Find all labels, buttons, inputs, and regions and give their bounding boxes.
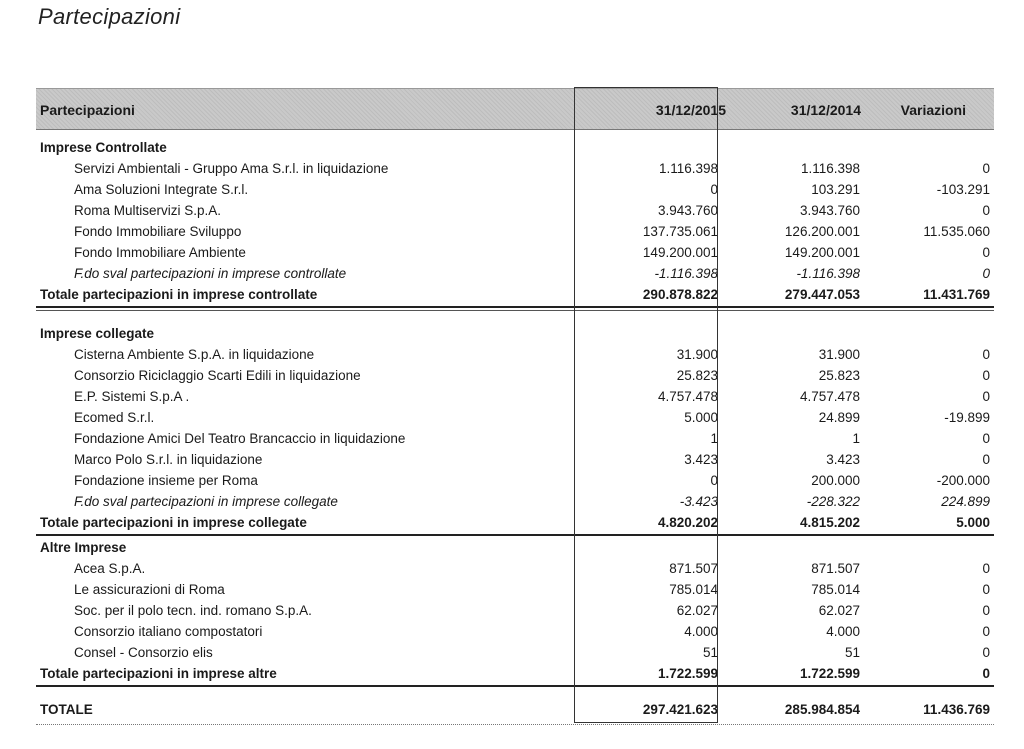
row-value-2015: -1.116.398 xyxy=(654,266,718,281)
row-value-2015: 62.027 xyxy=(676,603,718,618)
total-value-variazione: 5.000 xyxy=(956,515,990,530)
total-value-2015: 290.878.822 xyxy=(642,287,718,302)
total-value-2014: 4.815.202 xyxy=(799,515,860,530)
row-label: Soc. per il polo tecn. ind. romano S.p.A. xyxy=(74,603,312,618)
section-divider xyxy=(36,310,994,311)
grand-total-row xyxy=(36,700,994,721)
total-value-variazione: 0 xyxy=(982,666,990,681)
row-label: Consel - Consorzio elis xyxy=(74,645,213,660)
header-label: Partecipazioni xyxy=(40,102,135,118)
header-2015: 31/12/2015 xyxy=(655,102,726,118)
row-value-2014: 31.900 xyxy=(818,347,860,362)
row-value-2014: 24.899 xyxy=(818,410,860,425)
row-value-2015: 0 xyxy=(710,182,718,197)
total-row-altre xyxy=(36,664,994,687)
row-label: Ama Soluzioni Integrate S.r.l. xyxy=(74,182,249,197)
row-value-variazione: 0 xyxy=(982,203,990,218)
row-value-variazione: 224.899 xyxy=(941,494,990,509)
row-label: Fondo Immobiliare Ambiente xyxy=(74,245,246,260)
row-value-variazione: 0 xyxy=(982,561,990,576)
row-value-2015: 31.900 xyxy=(676,347,718,362)
row-value-variazione: 0 xyxy=(982,389,990,404)
section-label: Altre Imprese xyxy=(40,540,127,555)
row-value-2014: 3.943.760 xyxy=(799,203,860,218)
section-label: Imprese collegate xyxy=(40,326,155,341)
row-value-2014: 785.014 xyxy=(811,582,860,597)
total-label: Totale partecipazioni in imprese altre xyxy=(40,666,277,681)
row-value-2014: 51 xyxy=(844,645,860,660)
grand-total-variazione: 11.436.769 xyxy=(923,702,990,717)
total-value-2014: 279.447.053 xyxy=(784,287,860,302)
table-row xyxy=(36,222,994,243)
total-value-2015: 4.820.202 xyxy=(657,515,718,530)
row-value-2014: -1.116.398 xyxy=(796,266,860,281)
row-label: Acea S.p.A. xyxy=(74,561,146,576)
row-value-2015: 0 xyxy=(710,473,718,488)
row-value-2014: 4.757.478 xyxy=(799,389,860,404)
section-heading-altre xyxy=(36,538,994,559)
table-row xyxy=(36,180,994,201)
table-row xyxy=(36,159,994,180)
row-label: Fondazione Amici Del Teatro Brancaccio in liquidazione xyxy=(74,431,406,446)
total-row-controllate xyxy=(36,285,994,308)
row-label: F.do sval partecipazioni in imprese collegate xyxy=(74,494,338,509)
total-label: Totale partecipazioni in imprese collegate xyxy=(40,515,307,530)
row-value-2014: 1 xyxy=(852,431,860,446)
row-value-variazione: 0 xyxy=(982,347,990,362)
table-row xyxy=(36,201,994,222)
section-heading-controllate xyxy=(36,138,994,159)
row-value-2015: 3.943.760 xyxy=(657,203,718,218)
grand-total-2014: 285.984.854 xyxy=(784,702,860,717)
row-value-2015: 3.423 xyxy=(684,452,718,467)
row-value-2014: -228.322 xyxy=(806,494,860,509)
total-row-collegate xyxy=(36,513,994,536)
table-row xyxy=(36,345,994,366)
row-label: Fondazione insieme per Roma xyxy=(74,473,258,488)
row-value-2015: 149.200.001 xyxy=(642,245,718,260)
row-value-2014: 3.423 xyxy=(826,452,860,467)
row-value-variazione: -200.000 xyxy=(936,473,990,488)
table-row xyxy=(36,264,994,285)
grand-total-2015: 297.421.623 xyxy=(642,702,718,717)
row-value-variazione: -103.291 xyxy=(936,182,990,197)
row-value-2014: 25.823 xyxy=(818,368,860,383)
row-value-2015: -3.423 xyxy=(679,494,718,509)
row-value-2015: 785.014 xyxy=(669,582,718,597)
participations-table xyxy=(36,88,994,717)
grand-total-label: TOTALE xyxy=(40,702,93,717)
table-header xyxy=(36,88,994,130)
page-title: Partecipazioni xyxy=(38,4,181,29)
total-value-2015: 1.722.599 xyxy=(657,666,718,681)
row-value-2014: 62.027 xyxy=(818,603,860,618)
total-value-2014: 1.722.599 xyxy=(799,666,860,681)
row-label: Consorzio italiano compostatori xyxy=(74,624,263,639)
row-value-2014: 200.000 xyxy=(811,473,860,488)
table-row xyxy=(36,243,994,264)
table-row xyxy=(36,387,994,408)
row-value-variazione: 0 xyxy=(982,624,990,639)
row-label: Consorzio Riciclaggio Scarti Edili in liquidazione xyxy=(74,368,361,383)
row-value-2015: 1 xyxy=(710,431,718,446)
row-value-variazione: 0 xyxy=(982,645,990,660)
row-value-2015: 1.116.398 xyxy=(658,161,718,176)
row-value-2014: 1.116.398 xyxy=(800,161,860,176)
row-value-variazione: 0 xyxy=(982,452,990,467)
total-label: Totale partecipazioni in imprese controllate xyxy=(40,287,318,302)
row-value-variazione: 11.535.060 xyxy=(923,224,990,239)
table-row xyxy=(36,643,994,664)
row-label: Le assicurazioni di Roma xyxy=(74,582,225,597)
row-value-variazione: 0 xyxy=(982,603,990,618)
row-value-2015: 25.823 xyxy=(676,368,718,383)
row-label: Fondo Immobiliare Sviluppo xyxy=(74,224,242,239)
table-row xyxy=(36,559,994,580)
table-row xyxy=(36,366,994,387)
row-value-variazione: 0 xyxy=(982,266,990,281)
row-label: Cisterna Ambiente S.p.A. in liquidazione xyxy=(74,347,315,362)
table-row xyxy=(36,622,994,643)
row-value-variazione: 0 xyxy=(982,431,990,446)
table-row xyxy=(36,408,994,429)
row-value-variazione: 0 xyxy=(982,582,990,597)
section-label: Imprese Controllate xyxy=(40,140,167,155)
row-value-2014: 871.507 xyxy=(811,561,860,576)
row-value-variazione: 0 xyxy=(982,368,990,383)
section-heading-collegate xyxy=(36,324,994,345)
table-row xyxy=(36,429,994,450)
total-value-variazione: 11.431.769 xyxy=(923,287,990,302)
row-label: Servizi Ambientali - Gruppo Ama S.r.l. in liquidazione xyxy=(74,161,389,176)
row-label: Marco Polo S.r.l. in liquidazione xyxy=(74,452,263,467)
row-value-2015: 4.000 xyxy=(684,624,718,639)
row-value-variazione: 0 xyxy=(982,245,990,260)
table-row xyxy=(36,601,994,622)
row-value-2015: 5.000 xyxy=(684,410,718,425)
row-value-2014: 149.200.001 xyxy=(784,245,860,260)
row-value-variazione: -19.899 xyxy=(944,410,990,425)
grand-total-divider xyxy=(36,724,994,725)
table-row xyxy=(36,450,994,471)
row-label: F.do sval partecipazioni in imprese controllate xyxy=(74,266,347,281)
row-label: Roma Multiservizi S.p.A. xyxy=(74,203,222,218)
row-value-2015: 137.735.061 xyxy=(642,224,718,239)
row-label: E.P. Sistemi S.p.A . xyxy=(74,389,190,404)
table-row xyxy=(36,471,994,492)
row-value-2015: 871.507 xyxy=(669,561,718,576)
row-value-2014: 103.291 xyxy=(811,182,860,197)
row-value-variazione: 0 xyxy=(982,161,990,176)
header-variazioni: Variazioni xyxy=(900,102,966,118)
table-row xyxy=(36,580,994,601)
row-value-2014: 4.000 xyxy=(826,624,860,639)
row-label: Ecomed S.r.l. xyxy=(74,410,155,425)
row-value-2014: 126.200.001 xyxy=(784,224,860,239)
table-row xyxy=(36,492,994,513)
header-2014: 31/12/2014 xyxy=(790,102,861,118)
row-value-2015: 4.757.478 xyxy=(657,389,718,404)
row-value-2015: 51 xyxy=(702,645,718,660)
